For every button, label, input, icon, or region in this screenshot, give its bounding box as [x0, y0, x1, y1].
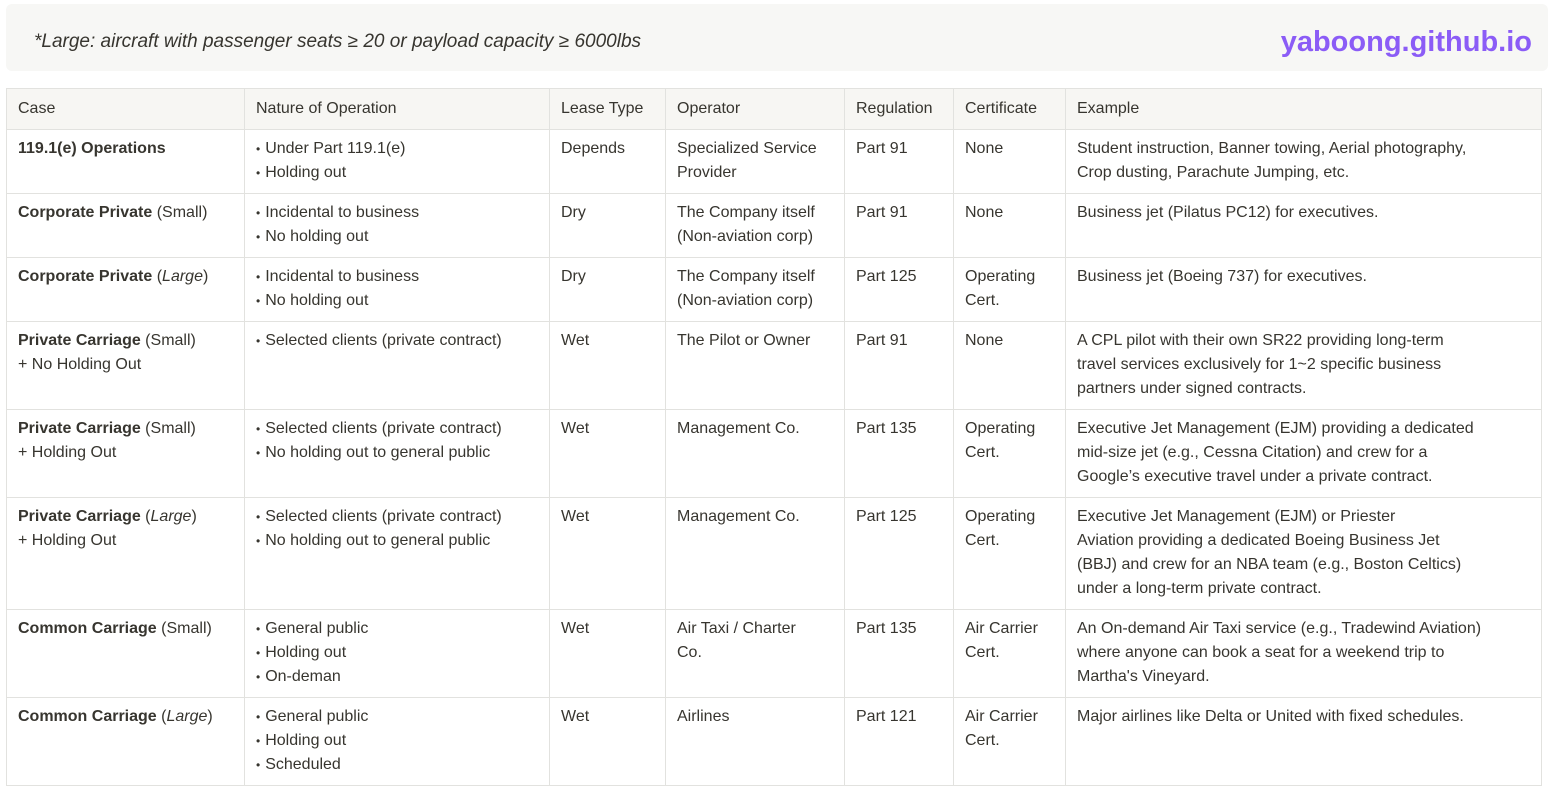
regulation-cell: Part 91	[845, 322, 954, 410]
case-size: Small	[150, 332, 191, 349]
example-line: Aviation providing a dedicated Boeing Business Jet	[1077, 532, 1440, 549]
case-size: Large	[162, 268, 203, 285]
column-header-certificate: Certificate	[954, 89, 1066, 130]
lease-type-cell: Wet	[550, 498, 666, 610]
nature-cell	[245, 194, 550, 258]
example-line: (BBJ) and crew for an NBA team (e.g., Boston Celtics)	[1077, 556, 1462, 573]
operator-cell	[666, 410, 845, 498]
header-row	[7, 89, 1542, 130]
case-size: Small	[150, 420, 191, 437]
nature-cell	[245, 698, 550, 786]
lease-type-cell: Dry	[550, 194, 666, 258]
column-header-nature: Nature of Operation	[245, 89, 550, 130]
operator-cell	[666, 258, 845, 322]
nature-bullet: • Selected clients (private contract)	[256, 417, 538, 441]
regulation-cell: Part 125	[845, 258, 954, 322]
nature-bullet: • No holding out to general public	[256, 529, 538, 553]
nature-cell	[245, 130, 550, 194]
operator-line: The Pilot or Owner	[677, 332, 811, 349]
certificate-line: None	[965, 332, 1004, 349]
regulation-cell: Part 91	[845, 194, 954, 258]
operator-cell	[666, 322, 845, 410]
operator-line: Management Co.	[677, 420, 800, 437]
table-row	[7, 130, 1542, 194]
nature-bullet: • On-deman	[256, 665, 538, 689]
case-cell	[7, 698, 245, 786]
certificate-cell	[954, 194, 1066, 258]
certificate-cell	[954, 258, 1066, 322]
case-title-line: Private Carriage (Large)	[18, 508, 197, 525]
example-cell	[1066, 130, 1542, 194]
example-line: A CPL pilot with their own SR22 providing long-term	[1077, 332, 1444, 349]
example-line: Google’s executive travel under a private contract.	[1077, 468, 1433, 485]
operator-line: Specialized Service	[677, 140, 817, 157]
operator-line: (Non-aviation corp)	[677, 292, 814, 309]
case-cell	[7, 610, 245, 698]
certificate-line: Air Carrier	[965, 708, 1038, 725]
certificate-cell	[954, 698, 1066, 786]
nature-bullet: • No holding out to general public	[256, 441, 538, 465]
certificate-line: Cert.	[965, 732, 1000, 749]
table-row	[7, 498, 1542, 610]
lease-type-cell: Dry	[550, 258, 666, 322]
example-line: Executive Jet Management (EJM) or Priester	[1077, 508, 1396, 525]
nature-bullet: • General public	[256, 617, 538, 641]
operator-cell	[666, 498, 845, 610]
case-name: Common Carriage	[18, 620, 157, 637]
operator-cell	[666, 130, 845, 194]
case-qualifier: + Holding Out	[18, 532, 117, 549]
case-qualifier: + Holding Out	[18, 444, 117, 461]
nature-bullet: • Holding out	[256, 161, 538, 185]
table-row	[7, 610, 1542, 698]
example-line: Crop dusting, Parachute Jumping, etc.	[1077, 164, 1350, 181]
lease-type-cell: Wet	[550, 410, 666, 498]
column-header-lease: Lease Type	[550, 89, 666, 130]
lease-type-cell: Wet	[550, 322, 666, 410]
nature-bullet: • Scheduled	[256, 753, 538, 777]
certificate-line: Operating	[965, 508, 1036, 525]
case-title-line: Common Carriage (Large)	[18, 708, 213, 725]
nature-bullet: • Selected clients (private contract)	[256, 329, 538, 353]
example-cell	[1066, 698, 1542, 786]
example-cell	[1066, 258, 1542, 322]
note-callout	[6, 4, 1548, 71]
case-name: Private Carriage	[18, 420, 141, 437]
case-size: Large	[166, 708, 208, 725]
operator-line: The Company itself	[677, 268, 815, 285]
case-size: Small	[162, 204, 203, 221]
nature-bullet: • General public	[256, 705, 538, 729]
case-title-line: Common Carriage (Small)	[18, 620, 212, 637]
example-line: Business jet (Pilatus PC12) for executives.	[1077, 204, 1379, 221]
case-qualifier: + No Holding Out	[18, 356, 142, 373]
table-body	[7, 130, 1542, 786]
column-header-case: Case	[7, 89, 245, 130]
certificate-cell	[954, 130, 1066, 194]
example-line: under a long-term private contract.	[1077, 580, 1322, 597]
regulation-cell: Part 135	[845, 410, 954, 498]
nature-cell	[245, 498, 550, 610]
example-cell	[1066, 194, 1542, 258]
example-cell	[1066, 322, 1542, 410]
example-cell	[1066, 610, 1542, 698]
certificate-line: Cert.	[965, 532, 1000, 549]
certificate-line: None	[965, 204, 1004, 221]
certificate-line: Operating	[965, 420, 1036, 437]
table-row	[7, 698, 1542, 786]
operator-cell	[666, 194, 845, 258]
column-header-regulation: Regulation	[845, 89, 954, 130]
nature-bullet: • No holding out	[256, 289, 538, 313]
certificate-line: Cert.	[965, 644, 1000, 661]
case-name: 119.1(e) Operations	[18, 140, 166, 157]
nature-bullet: • Under Part 119.1(e)	[256, 137, 538, 161]
case-title-line	[18, 137, 233, 161]
case-name: Common Carriage	[18, 708, 157, 725]
certificate-cell	[954, 498, 1066, 610]
example-line: Business jet (Boeing 737) for executives.	[1077, 268, 1367, 285]
case-name: Private Carriage	[18, 508, 141, 525]
case-cell	[7, 194, 245, 258]
operator-line: (Non-aviation corp)	[677, 228, 814, 245]
case-cell	[7, 322, 245, 410]
certificate-line: Cert.	[965, 292, 1000, 309]
case-title-line: Private Carriage (Small)	[18, 332, 196, 349]
lease-type-cell: Wet	[550, 698, 666, 786]
nature-cell	[245, 258, 550, 322]
column-header-example: Example	[1066, 89, 1542, 130]
example-line: partners under signed contracts.	[1077, 380, 1307, 397]
table-row	[7, 258, 1542, 322]
table-row	[7, 194, 1542, 258]
certificate-cell	[954, 410, 1066, 498]
case-size: Small	[166, 620, 207, 637]
nature-bullet: • Selected clients (private contract)	[256, 505, 538, 529]
operator-cell	[666, 698, 845, 786]
operator-line: The Company itself	[677, 204, 815, 221]
table-row	[7, 410, 1542, 498]
certificate-cell	[954, 322, 1066, 410]
site-brand[interactable]: yaboong.github.io	[1280, 26, 1532, 58]
example-line: Executive Jet Management (EJM) providing a dedicated	[1077, 420, 1474, 437]
example-line: Major airlines like Delta or United with fixed schedules.	[1077, 708, 1464, 725]
operations-table	[6, 88, 1542, 786]
nature-bullet: • Incidental to business	[256, 201, 538, 225]
table-row	[7, 322, 1542, 410]
example-line: where anyone can book a seat for a weekend trip to	[1077, 644, 1445, 661]
case-title-line: Corporate Private (Large)	[18, 268, 209, 285]
nature-cell	[245, 322, 550, 410]
case-name: Corporate Private	[18, 268, 153, 285]
certificate-line: Air Carrier	[965, 620, 1038, 637]
example-line: Martha's Vineyard.	[1077, 668, 1210, 685]
certificate-line: None	[965, 140, 1004, 157]
lease-type-cell: Wet	[550, 610, 666, 698]
certificate-line: Cert.	[965, 444, 1000, 461]
operator-line: Provider	[677, 164, 737, 181]
operator-line: Air Taxi / Charter	[677, 620, 796, 637]
example-line: Student instruction, Banner towing, Aerial photography,	[1077, 140, 1467, 157]
nature-cell	[245, 410, 550, 498]
operator-line: Airlines	[677, 708, 730, 725]
operator-line: Management Co.	[677, 508, 800, 525]
case-title-line: Private Carriage (Small)	[18, 420, 196, 437]
column-header-operator: Operator	[666, 89, 845, 130]
case-name: Private Carriage	[18, 332, 141, 349]
case-cell	[7, 410, 245, 498]
certificate-cell	[954, 610, 1066, 698]
example-cell	[1066, 498, 1542, 610]
nature-bullet: • No holding out	[256, 225, 538, 249]
lease-type-cell: Depends	[550, 130, 666, 194]
case-title-line: Corporate Private (Small)	[18, 204, 208, 221]
nature-cell	[245, 610, 550, 698]
operator-line: Co.	[677, 644, 702, 661]
regulation-cell: Part 135	[845, 610, 954, 698]
example-line: An On-demand Air Taxi service (e.g., Tradewind Aviation)	[1077, 620, 1482, 637]
case-cell	[7, 498, 245, 610]
nature-bullet: • Holding out	[256, 641, 538, 665]
regulation-cell: Part 121	[845, 698, 954, 786]
case-cell	[7, 258, 245, 322]
certificate-line: Operating	[965, 268, 1036, 285]
example-line: mid-size jet (e.g., Cessna Citation) and crew for a	[1077, 444, 1428, 461]
example-line: travel services exclusively for 1~2 specific business	[1077, 356, 1442, 373]
example-cell	[1066, 410, 1542, 498]
nature-bullet: • Incidental to business	[256, 265, 538, 289]
nature-bullet: • Holding out	[256, 729, 538, 753]
regulation-cell: Part 125	[845, 498, 954, 610]
case-cell	[7, 130, 245, 194]
large-aircraft-note: *Large: aircraft with passenger seats ≥ 20 or payload capacity ≥ 6000lbs	[34, 31, 642, 52]
case-name: Corporate Private	[18, 204, 153, 221]
regulation-cell: Part 91	[845, 130, 954, 194]
case-size: Large	[150, 508, 192, 525]
operator-cell	[666, 610, 845, 698]
